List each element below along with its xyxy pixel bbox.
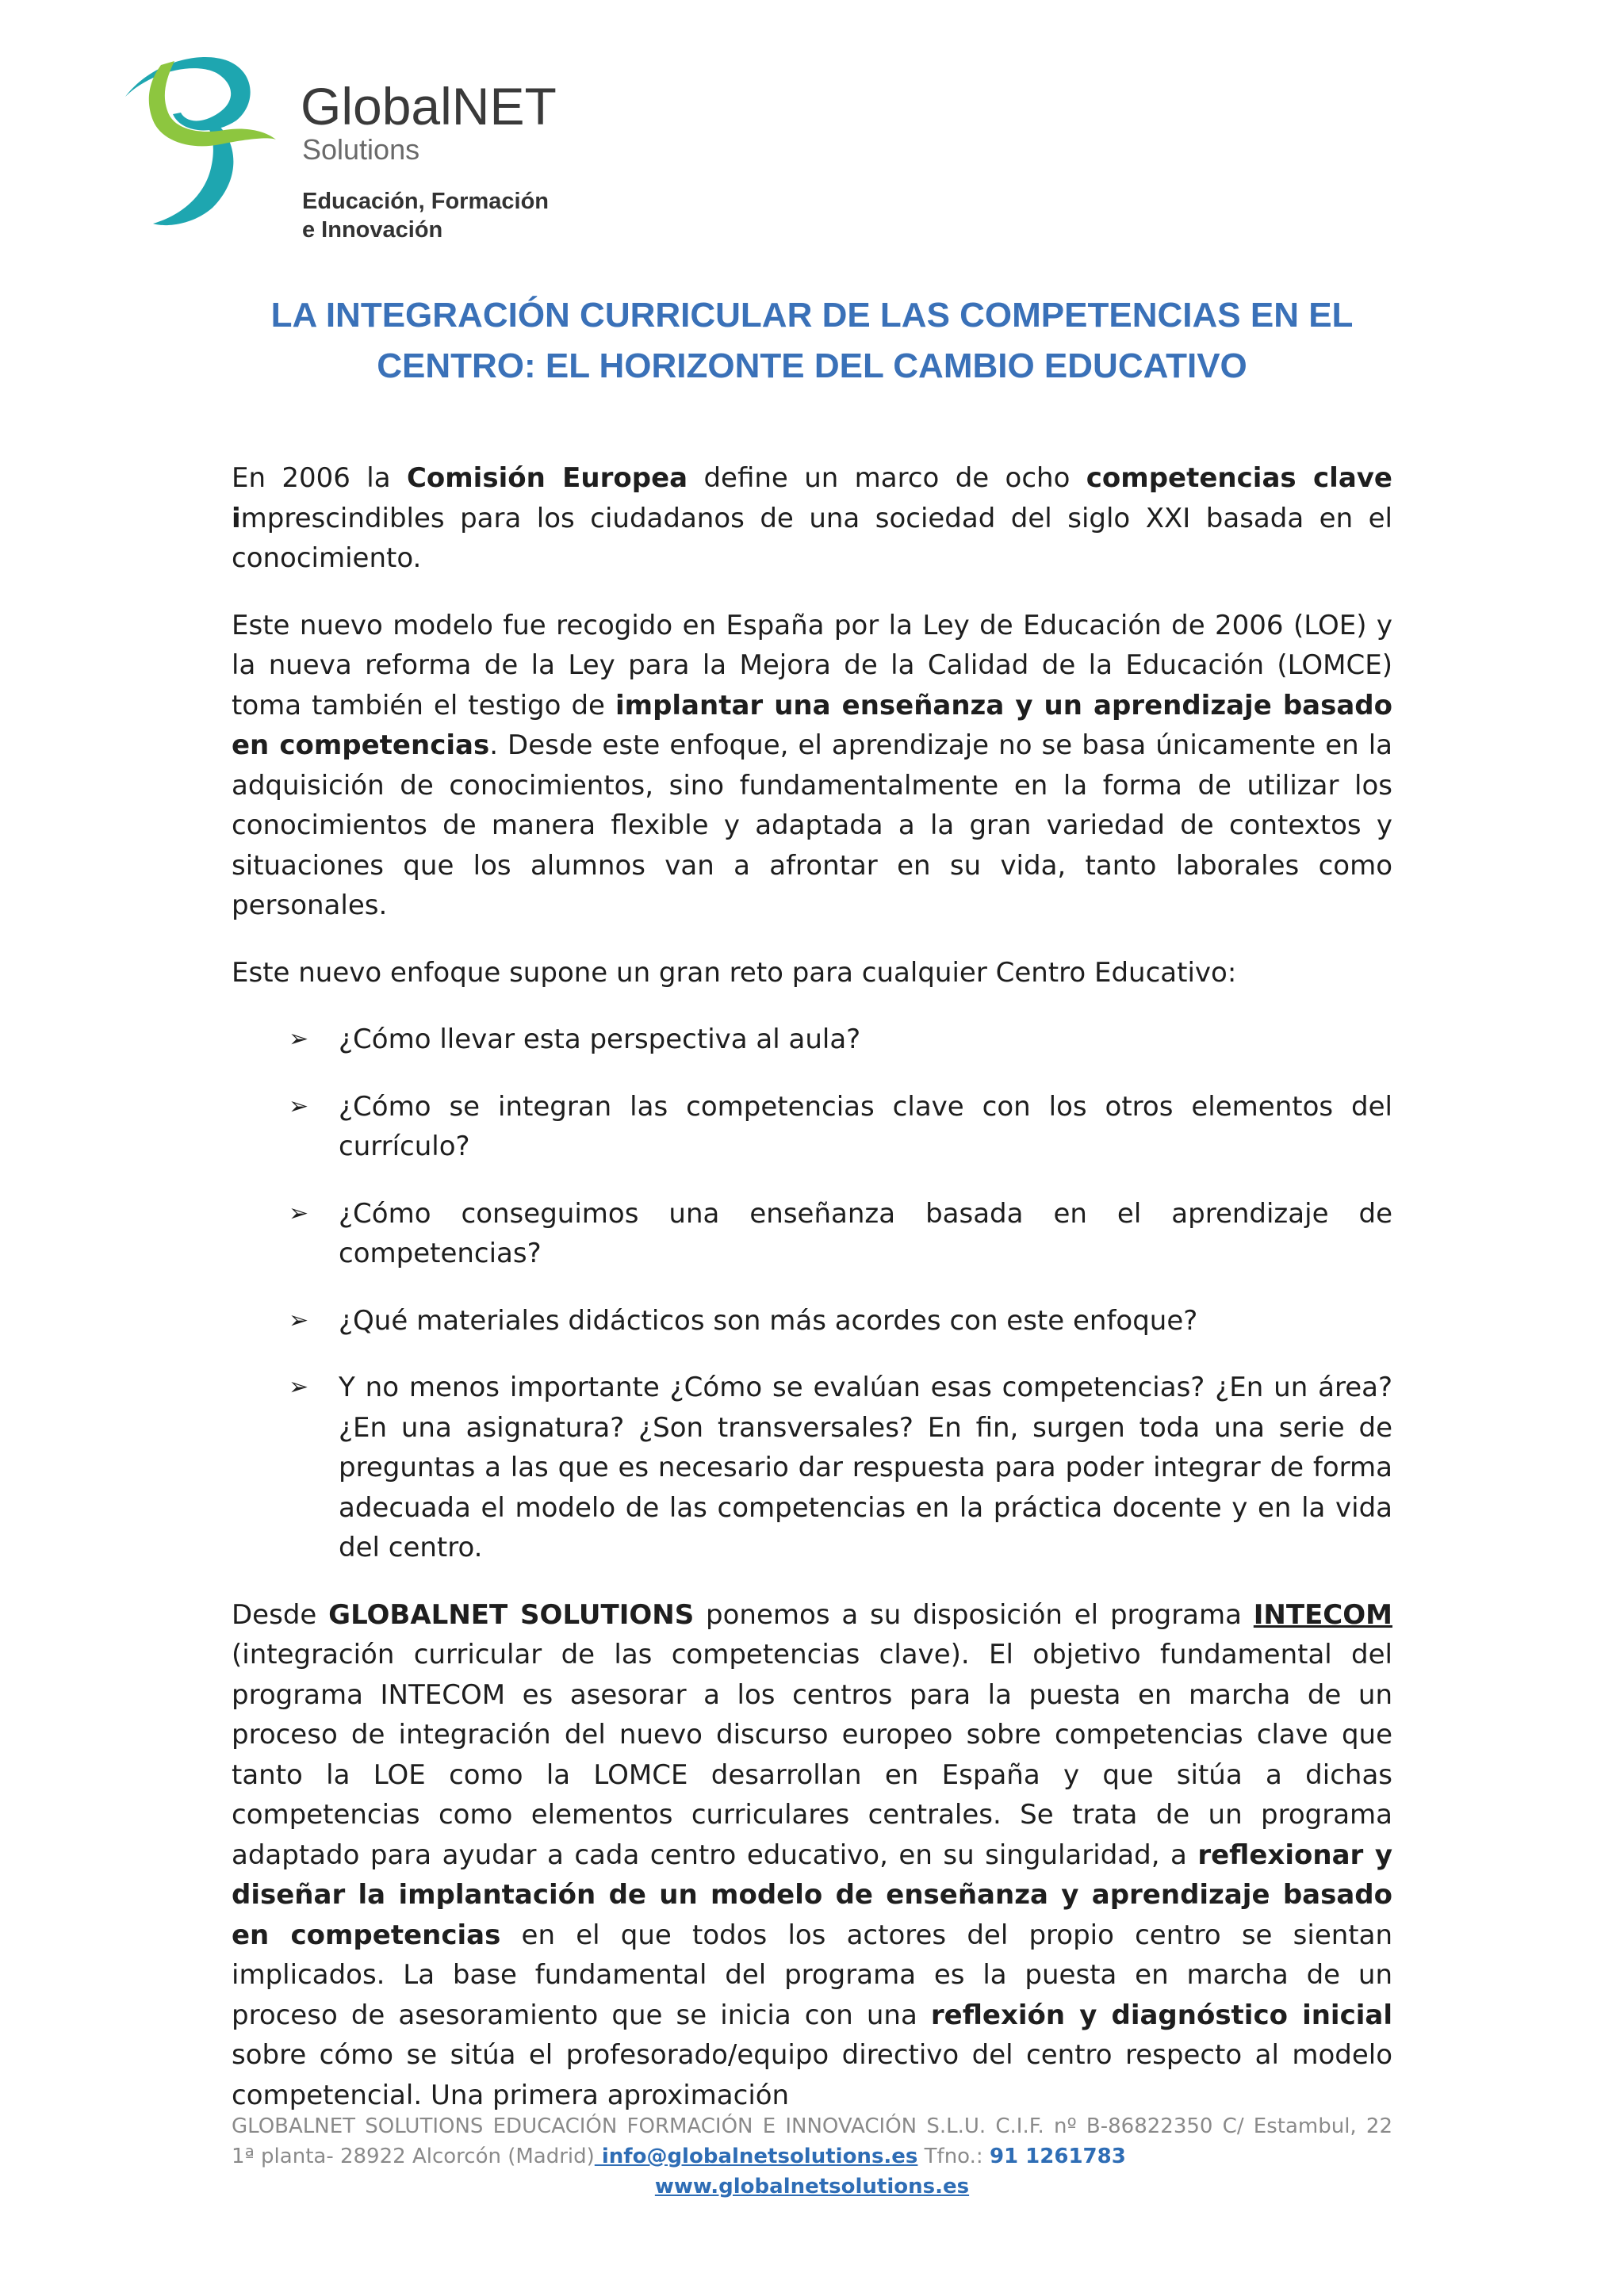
page-footer — [232, 2111, 1392, 2202]
para4-text-3: (integración curricular de las competencias clave). El objetivo fundamental del programa INTECOM es asesorar a los centros para la puesta en marcha de un proceso de integración del nuevo discurso europeo sobre competencias clave que tanto la LOE como la LOMCE desarrollan en España y que sitúa a dichas competencias como elementos curriculares centrales. Se trata de un programa adaptado para ayudar a cada centro educativo, en su singularidad, a — [232, 1639, 1392, 1871]
intecom-link: INTECOM — [1253, 1598, 1392, 1631]
footer-phone: 91 1261783 — [989, 2145, 1126, 2168]
footer-company-line: GLOBALNET SOLUTIONS EDUCACIÓN FORMACIÓN E INNOVACIÓN S.L.U. C.I.F. nº B-86822350 C/ Estambul, 22 — [232, 2114, 1392, 2138]
intro-text-3: mprescindibles para los ciudadanos de una sociedad del siglo XXI basada en el conocimiento. — [232, 502, 1392, 574]
arrow-bullet-icon: ➢ — [289, 1199, 309, 1227]
list-item — [232, 1368, 1392, 1568]
footer-website-link[interactable]: www.globalnetsolutions.es — [654, 2175, 970, 2198]
paragraph-4 — [232, 1595, 1392, 2116]
brand-name: GlobalNET — [301, 77, 557, 136]
arrow-bullet-icon: ➢ — [289, 1025, 309, 1053]
intro-paragraph — [232, 458, 1392, 579]
intro-text-1: En 2006 la — [232, 462, 407, 494]
question-2: ¿Cómo se integran las competencias clave con los otros elementos del currículo? — [339, 1090, 1392, 1162]
footer-website-line — [232, 2172, 1392, 2202]
arrow-bullet-icon: ➢ — [289, 1373, 309, 1401]
company-logo — [117, 57, 561, 247]
para4-bold-2: reflexionar y diseñar la implantación de un modelo de enseñanza y aprendizaje basado en competencias — [232, 1839, 1392, 1951]
para4-text-2: ponemos a su disposición el programa — [694, 1598, 1254, 1631]
tagline-line-2: e Innovación — [302, 217, 443, 243]
globalnet-logo-icon — [117, 57, 276, 232]
arrow-bullet-icon: ➢ — [289, 1306, 309, 1334]
para4-text-4: en el que todos los actores del propio centro se sientan implicados. La base fundamental del programa es la puesta en marcha de un proceso de asesoramiento que se inicia con una — [232, 1919, 1392, 2031]
list-item — [232, 1020, 1392, 1060]
intro-bold-1: Comisión Europea — [406, 462, 688, 494]
para2-text-2: . Desde este enfoque, el aprendizaje no se basa únicamente en la adquisición de conocimientos, sino fundamentalmente en la forma de utilizar los conocimientos de manera flexible y adaptada a la gran variedad de contextos y situaciones que los alumnos van a afrontar en su vida, tanto laborales como personales. — [232, 729, 1393, 921]
title-line-2: CENTRO: EL HORIZONTE DEL CAMBIO EDUCATIVO — [377, 346, 1247, 385]
para4-bold-3: reflexión y diagnóstico inicial — [930, 1999, 1392, 2031]
question-1: ¿Cómo llevar esta perspectiva al aula? — [339, 1024, 861, 1055]
brand-subtitle: Solutions — [302, 133, 420, 166]
question-3: ¿Cómo conseguimos una enseñanza basada en el aprendizaje de competencias? — [339, 1197, 1392, 1269]
document-title — [232, 290, 1392, 392]
question-4: ¿Qué materiales didácticos son más acordes con este enfoque? — [339, 1304, 1198, 1337]
intro-bold-2: competencias clave i — [232, 462, 1392, 534]
arrow-bullet-icon: ➢ — [289, 1092, 309, 1120]
para4-bold-1: GLOBALNET SOLUTIONS — [328, 1598, 695, 1631]
para4-text-1: Desde — [232, 1598, 329, 1631]
document-body — [232, 458, 1392, 2142]
footer-address-line — [232, 2141, 1392, 2172]
title-line-1: LA INTEGRACIÓN CURRICULAR DE LAS COMPETENCIAS EN EL — [270, 296, 1354, 335]
list-item — [232, 1194, 1392, 1274]
list-item — [232, 1301, 1392, 1341]
brand-tagline — [302, 187, 549, 244]
intro-text-2: define un marco de ocho — [688, 462, 1086, 494]
para2-text-1: Este nuevo modelo fue recogido en España por la Ley de Educación de 2006 (LOE) y la nueva reforma de la Ley para la Mejora de la Calidad de la Educación (LOMCE) toma también el testigo de — [232, 609, 1392, 721]
paragraph-3: Este nuevo enfoque supone un gran reto para cualquier Centro Educativo: — [232, 956, 1237, 989]
list-item — [232, 1087, 1392, 1167]
footer-email-link[interactable]: info@globalnetsolutions.es — [594, 2145, 918, 2168]
para4-text-5: sobre cómo se sitúa el profesorado/equipo directivo del centro respecto al modelo competencial. Una primera aproximación — [232, 2039, 1392, 2111]
para2-bold-1: implantar una enseñanza y un aprendizaje basado en competencias — [232, 689, 1392, 761]
footer-phone-label: Tfno.: — [917, 2145, 990, 2168]
paragraph-2 — [232, 606, 1392, 926]
question-list — [232, 1020, 1392, 1568]
tagline-line-1: Educación, Formación — [302, 189, 549, 214]
question-5: Y no menos importante ¿Cómo se evalúan esas competencias? ¿En un área? ¿En una asignatura? ¿Son transversales? En fin, surgen toda una serie de preguntas a las que es necesario dar respuesta para poder integrar de forma adecuada el modelo de las competencias en la práctica docente y en la vida del centro. — [339, 1372, 1392, 1563]
footer-address: 1ª planta- 28922 Alcorcón (Madrid) — [232, 2145, 595, 2168]
